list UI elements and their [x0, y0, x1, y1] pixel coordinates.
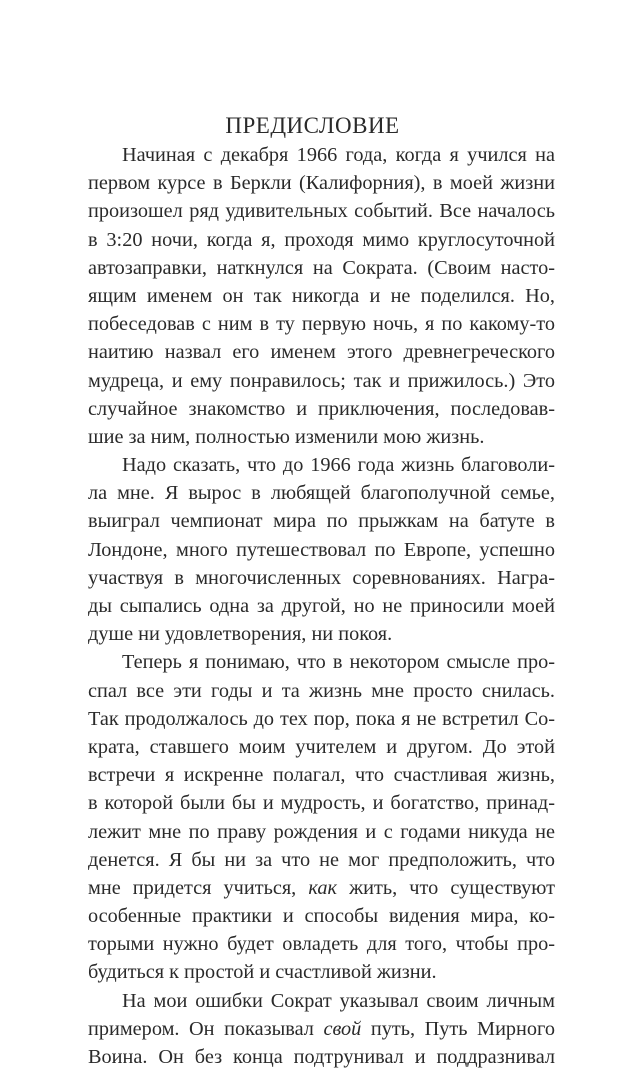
text-line	[88, 395, 555, 423]
line-text: встречи я искренне полагал, что счастливая жизнь,	[88, 764, 555, 787]
paragraph	[88, 648, 555, 986]
paragraph	[88, 141, 555, 451]
text-line	[88, 958, 555, 986]
text-line	[88, 423, 555, 451]
text-line	[88, 367, 555, 395]
line-text: лежит мне по праву рождения и с годами никуда не	[88, 820, 555, 843]
text-line	[88, 789, 555, 817]
text-line	[88, 226, 555, 254]
text-line	[88, 338, 555, 366]
line-text: Начиная с декабря 1966 года, когда я учился на	[122, 144, 555, 166]
emphasis-text: свой	[323, 1017, 362, 1040]
line-text: ла мне. Я вырос в любящей благополучной семье,	[88, 482, 555, 505]
text-line	[88, 564, 555, 592]
line-text: выиграл чемпионат мира по прыжкам на батуте в	[88, 510, 555, 533]
text-line	[88, 169, 555, 197]
text-line	[88, 536, 555, 564]
line-text: ды сыпались одна за другой, но не приносили моей	[88, 595, 555, 617]
text-line	[88, 479, 555, 507]
chapter-body	[88, 141, 555, 1071]
line-text: первом курсе в Беркли (Калифорния), в моей жизни	[88, 172, 555, 195]
text-line	[88, 1015, 555, 1043]
line-text: особенные практики и способы видения мира, ко-	[88, 905, 555, 928]
text-line	[88, 254, 555, 282]
text-line	[88, 141, 555, 169]
text-line	[88, 874, 555, 902]
line-text: крата, ставшего моим учителем и другом. До этой	[88, 735, 555, 758]
line-text: Так продолжалось до тех пор, пока я не встретил Со-	[88, 707, 555, 730]
line-text: спал все эти годы и та жизнь мне просто снилась.	[88, 679, 555, 702]
text-line	[88, 620, 555, 648]
line-text: душе ни удовлетворения, ни покоя.	[88, 623, 393, 646]
line-text: Надо сказать, что до 1966 года жизнь благоволи-	[122, 454, 555, 477]
text-line	[88, 197, 555, 225]
line-text: торыми нужно будет овладеть для того, чтобы про-	[88, 933, 555, 956]
line-text: мудреца, и ему понравилось; так и прижилось.) Это	[88, 369, 555, 392]
text-line	[88, 987, 555, 1015]
line-text: случайное знакомство и приключения, последовав-	[88, 397, 555, 420]
text-line	[88, 733, 555, 761]
text-line	[88, 282, 555, 310]
line-text: произошел ряд удивительных событий. Все началось	[88, 200, 555, 223]
line-text: Теперь я понимаю, что в некотором смысле про-	[122, 651, 555, 674]
line-text: денется. Я бы ни за что не мог предположить, что	[88, 848, 555, 871]
text-line	[88, 592, 555, 620]
text-line	[88, 677, 555, 705]
line-text: автозаправки, наткнулся на Сократа. (Своим насто-	[88, 256, 555, 279]
line-text: в которой были бы и мудрость, и богатство, принад-	[88, 792, 555, 815]
text-line	[88, 648, 555, 676]
paragraph	[88, 987, 555, 1071]
text-line	[88, 705, 555, 733]
line-text: побеседовав с ним в ту первую ночь, я по какому-то	[88, 313, 555, 336]
line-text: будиться к простой и счастливой жизни.	[88, 961, 437, 984]
text-line	[88, 310, 555, 338]
line-text: путь, Путь Мирного	[361, 1017, 556, 1040]
line-text: ящим именем он так никогда и не поделился. Но,	[88, 284, 555, 307]
line-text: Лондоне, много путешествовал по Европе, успешно	[88, 538, 555, 561]
text-line	[88, 1043, 555, 1071]
text-line	[88, 930, 555, 958]
line-text: наитию назвал его именем этого древнегреческого	[88, 341, 555, 364]
line-text: примером. Он показывал	[88, 1017, 324, 1040]
text-line	[88, 451, 555, 479]
line-text: На мои ошибки Сократ указывал своим личным	[122, 989, 555, 1012]
emphasis-text: как	[308, 876, 337, 899]
paragraph	[88, 451, 555, 648]
text-line	[88, 846, 555, 874]
text-line	[88, 761, 555, 789]
line-text: в 3:20 ночи, когда я, проходя мимо круглосуточной	[88, 228, 555, 251]
text-line	[88, 902, 555, 930]
line-text: шие за ним, полностью изменили мою жизнь.	[88, 425, 485, 448]
line-text: жить, что существуют	[337, 876, 555, 899]
line-text: Воина. Он без конца подтрунивал и поддразнивал	[88, 1046, 555, 1068]
line-text: участвуя в многочисленных соревнованиях. Награ-	[88, 566, 555, 589]
text-line	[88, 507, 555, 535]
chapter-title: ПРЕДИСЛОВИЕ	[225, 113, 400, 138]
line-text: мне придется учиться,	[88, 876, 309, 899]
text-line	[88, 818, 555, 846]
